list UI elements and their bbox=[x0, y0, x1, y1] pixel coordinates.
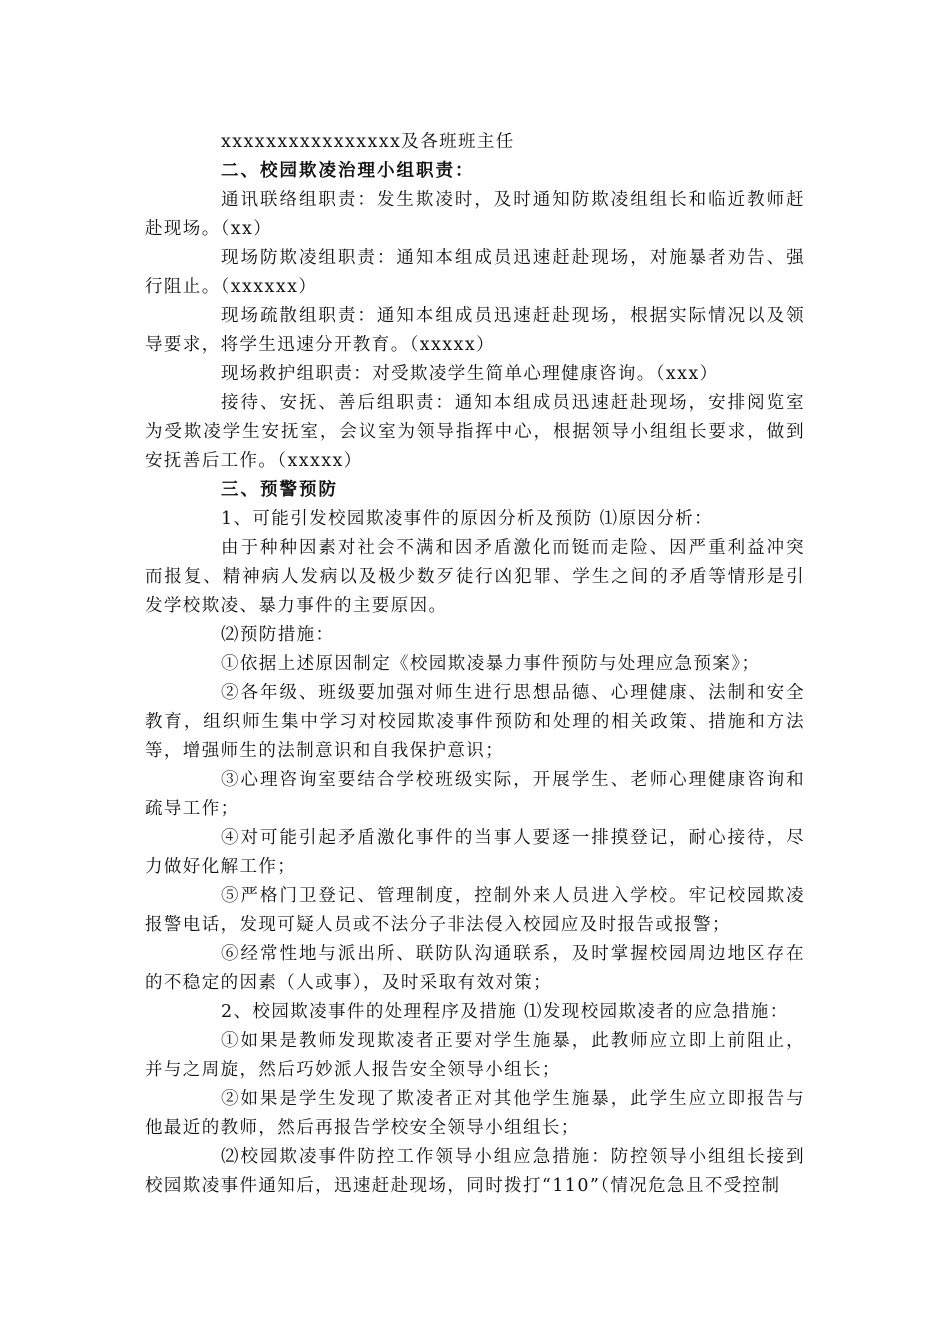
paragraph-rescue-group: 现场救护组职责：对受欺凌学生简单心理健康咨询。（xxx） bbox=[221, 364, 719, 384]
document-body bbox=[145, 128, 805, 1201]
paragraph-class-teachers: xxxxxxxxxxxxxxxx及各班班主任 bbox=[221, 132, 515, 152]
paragraph-reception-group: 接待、安抚、善后组职责：通知本组成员迅速赶赴现场，安排阅览室为受欺凌学生安抚室，会议室为领导指挥中心，根据领导小组组长要求，做到安抚善后工作。（xxxxx） bbox=[145, 393, 805, 471]
paragraph-cause-analysis-title: 1、可能引发校园欺凌事件的原因分析及预防 ⑴原因分析： bbox=[221, 509, 713, 529]
heading-section-2: 二、校园欺凌治理小组职责： bbox=[221, 161, 475, 181]
paragraph-measure-2: ②各年级、班级要加强对师生进行思想品德、心理健康、法制和安全教育，组织师生集中学习对校园欺凌事件预防和处理的相关政策、措施和方法等，增强师生的法制意识和自我保护意识； bbox=[145, 683, 805, 761]
paragraph-measure-4: ④对可能引起矛盾激化事件的当事人要逐一排摸登记，耐心接待，尽力做好化解工作； bbox=[145, 828, 805, 877]
paragraph-communication-group: 通讯联络组职责：发生欺凌时，及时通知防欺凌组组长和临近教师赶赴现场。（xx） bbox=[145, 190, 805, 239]
paragraph-measure-1: ①依据上述原因制定《校园欺凌暴力事件预防与处理应急预案》； bbox=[221, 654, 761, 674]
paragraph-evacuation-group: 现场疏散组职责：通知本组成员迅速赶赴现场，根据实际情况以及领导要求，将学生迅速分开教育。（xxxxx） bbox=[145, 306, 805, 355]
paragraph-anti-bullying-group: 现场防欺凌组职责：通知本组成员迅速赶赴现场，对施暴者劝告、强行阻止。（xxxxxx） bbox=[145, 248, 805, 297]
paragraph-leadership-response: ⑵校园欺凌事件防控工作领导小组应急措施：防控领导小组组长接到校园欺凌事件通知后，迅速赶赴现场，同时拨打“110”（情况危急且不受控制 bbox=[145, 1147, 805, 1196]
paragraph-measure-3: ③心理咨询室要结合学校班级实际，开展学生、老师心理健康咨询和疏导工作； bbox=[145, 770, 805, 819]
heading-section-3: 三、预警预防 bbox=[221, 480, 338, 500]
paragraph-cause-analysis: 由于种种因素对社会不满和因矛盾激化而铤而走险、因严重利益冲突而报复、精神病人发病以及极少数歹徒行凶犯罪、学生之间的矛盾等情形是引发学校欺凌、暴力事件的主要原因。 bbox=[145, 538, 805, 616]
paragraph-measure-6: ⑥经常性地与派出所、联防队沟通联系，及时掌握校园周边地区存在的不稳定的因素（人或事），及时采取有效对策； bbox=[145, 944, 805, 993]
paragraph-response-1: ①如果是教师发现欺凌者正要对学生施暴，此教师应立即上前阻止，并与之周旋，然后巧妙派人报告安全领导小组长； bbox=[145, 1031, 805, 1080]
paragraph-procedure-title: 2、校园欺凌事件的处理程序及措施 ⑴发现校园欺凌者的应急措施： bbox=[221, 1002, 789, 1022]
paragraph-prevention-title: ⑵预防措施： bbox=[221, 625, 335, 645]
paragraph-measure-5: ⑤严格门卫登记、管理制度，控制外来人员进入学校。牢记校园欺凌报警电话，发现可疑人员或不法分子非法侵入校园应及时报告或报警； bbox=[145, 886, 805, 935]
paragraph-response-2: ②如果是学生发现了欺凌者正对其他学生施暴，此学生应立即报告与他最近的教师，然后再报告学校安全领导小组组长； bbox=[145, 1089, 805, 1138]
